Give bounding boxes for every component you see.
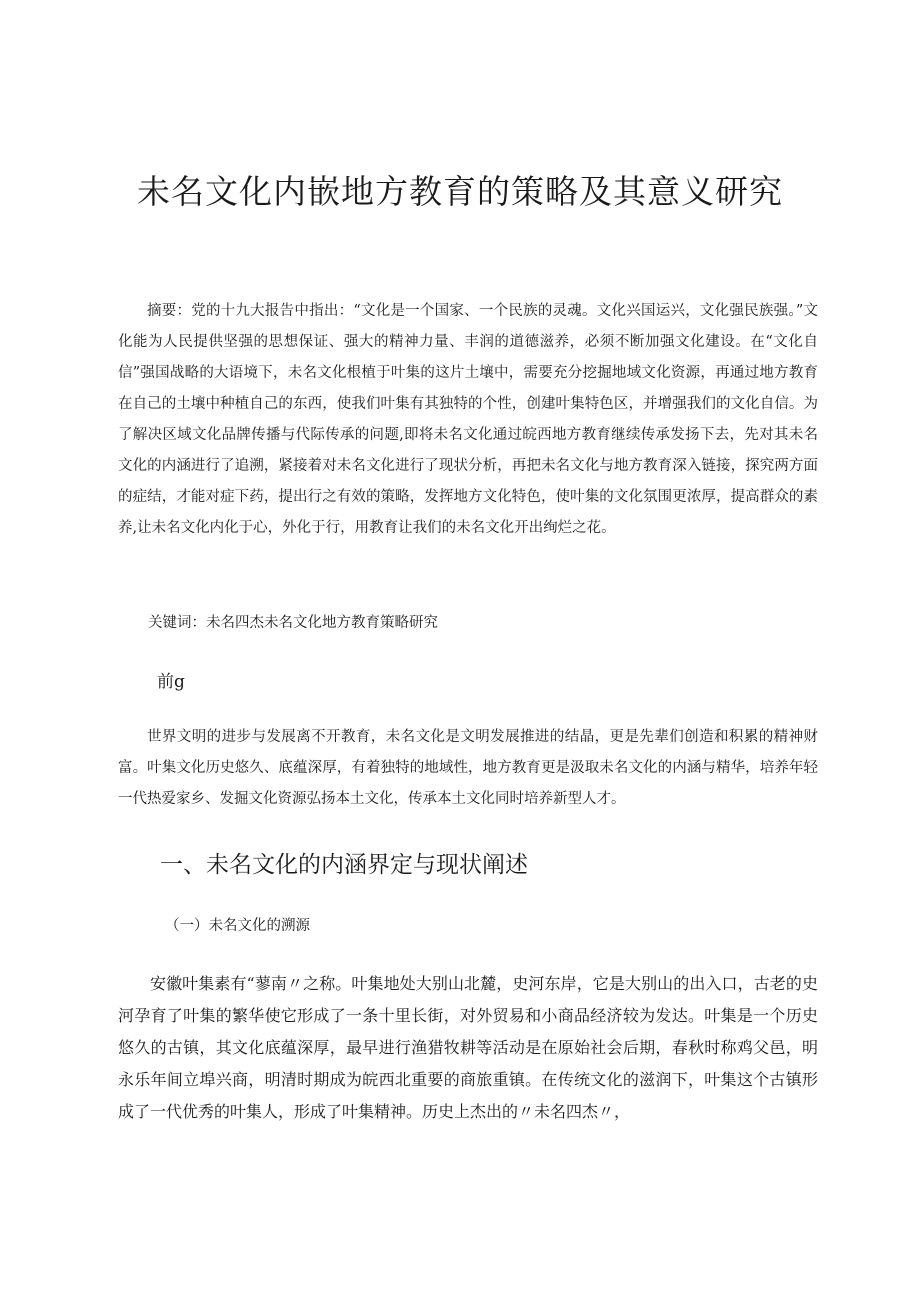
subsection-heading: （一）未名文化的溯源 — [165, 918, 310, 934]
preface-heading: 前g — [157, 672, 185, 692]
intro-block — [118, 722, 818, 815]
section-heading: 一、未名文化的内涵界定与现状阐述 — [160, 852, 528, 878]
abstract-block — [118, 296, 818, 544]
keywords-line: 关键词：未名四杰未名文化地方教育策略研究 — [148, 615, 438, 631]
subsection-body-text: 安徽叶集素有“蓼南〃之称。叶集地处大别山北麓，史河东岸，它是大别山的出入口，古老的史河孕育了叶集的繁华使它形成了一条十里长街，对外贸易和小商品经济较为发达。叶集是一个历史悠久的古镇，其文化底蕴深厚，最早进行渔猎牧耕等活动是在原始社会后期，春秋时称鸡父邑，明永乐年间立埠兴商，明清时期成为皖西北重要的商旅重镇。在传统文化的滋润下，叶集这个古镇形成了一代优秀的叶集人，形成了叶集精神。历史上杰出的〃未名四杰〃， — [118, 974, 818, 1121]
abstract-text: 摘要：党的十九大报告中指出：“文化是一个国家、一个民族的灵魂。文化兴国运兴，文化强民族强。”文化能为人民提供坚强的思想保证、强大的精神力量、丰润的道德滋养，必须不断加强文化建设。在“文化自信”强国战略的大语境下，未名文化根植于叶集的这片土壤中，需要充分挖掘地域文化资源，再通过地方教育在自己的土壤中种植自己的东西，使我们叶集有其独特的个性，创建叶集特色区，并增强我们的文化自信。为了解决区域文化品牌传播与代际传承的问题,即将未名文化通过皖西地方教育继续传承发扬下去，先对其未名文化的内涵进行了追溯，紧接着对未名文化进行了现状分析，再把未名文化与地方教育深入链接，探究两方面的症结，才能对症下药，提出行之有效的策略，发挥地方文化特色，使叶集的文化氛围更浓厚，提高群众的素养,让未名文化内化于心，外化于行，用教育让我们的未名文化开出绚烂之花。 — [118, 303, 818, 536]
subsection-body-block — [118, 968, 818, 1128]
document-title: 未名文化内嵌地方教育的策略及其意义研究 — [137, 172, 783, 211]
intro-text: 世界文明的进步与发展离不开教育，未名文化是文明发展推进的结晶，更是先辈们创造和积累的精神财富。叶集文化历史悠久、底蕴深厚，有着独特的地域性，地方教育更是汲取未名文化的内涵与精华，培养年轻一代热爱家乡、发掘文化资源弘扬本土文化，传承本土文化同时培养新型人才。 — [118, 729, 818, 807]
